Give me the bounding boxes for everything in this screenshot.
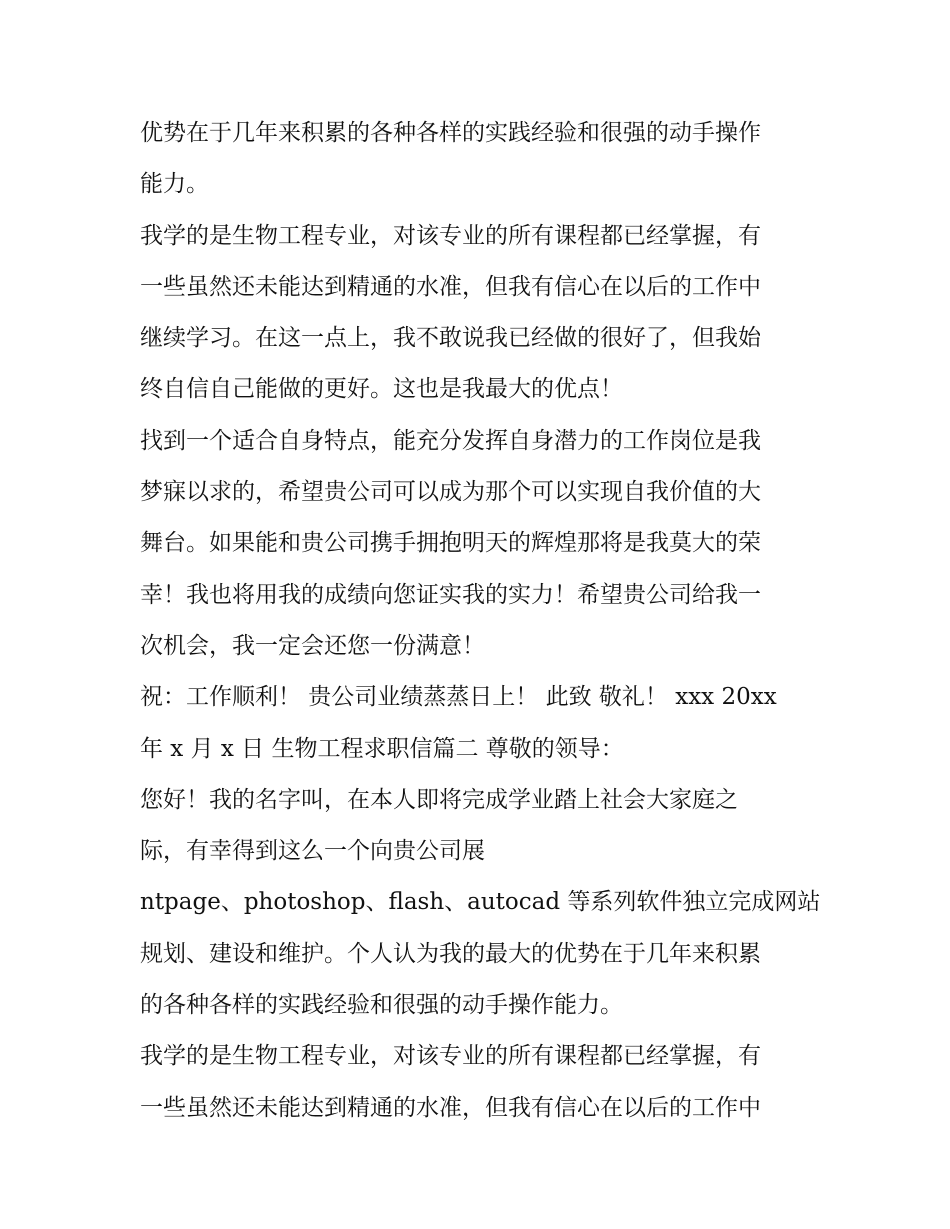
text-line: 一些虽然还未能达到精通的水准，但我有信心在以后的工作中 [140,273,761,300]
text-line: 优势在于几年来积累的各种各样的实践经验和很强的动手操作 [140,120,761,146]
text-line: 年 x 月 x 日 生物工程求职信篇二 尊敬的领导： [140,735,624,762]
text-line: 我学的是生物工程专业，对该专业的所有课程都已经掌握，有 [140,1043,761,1070]
text-line: 终自信自己能做的更好。这也是我最大的优点！ [140,376,623,403]
text-line: 舞台。如果能和贵公司携手拥抱明天的辉煌那将是我莫大的荣 [140,530,761,557]
text-line: ntpage、photoshop、flash、autocad 等系列软件独立完成网站 [140,889,821,916]
text-line: 我学的是生物工程专业，对该专业的所有课程都已经掌握，有 [140,222,761,249]
text-line: 幸！我也将用我的成绩向您证实我的实力！希望贵公司给我一 [140,581,761,608]
text-line: 继续学习。在这一点上，我不敢说我已经做的很好了，但我始 [140,325,761,352]
document-body [140,108,820,1134]
text-line: 的各种各样的实践经验和很强的动手操作能力。 [140,992,623,1019]
text-line: 梦寐以求的，希望贵公司可以成为那个可以实现自我价值的大 [140,479,761,506]
text-line: 一些虽然还未能达到精通的水准，但我有信心在以后的工作中 [140,1094,761,1121]
text-line: 您好！我的名字叫，在本人即将完成学业踏上社会大家庭之 [140,786,738,813]
text-line: 次机会，我一定会还您一份满意！ [140,632,485,659]
text-line: 规划、建设和维护。个人认为我的最大的优势在于几年来积累 [140,940,761,967]
text-line: 祝：工作顺利！ 贵公司业绩蒸蒸日上！ 此致 敬礼！ xxx 20xx [140,684,777,711]
text-line: 找到一个适合自身特点，能充分发挥自身潜力的工作岗位是我 [140,427,761,454]
text-line: 能力。 [140,171,209,198]
text-line: 际，有幸得到这么一个向贵公司展 [140,838,485,865]
